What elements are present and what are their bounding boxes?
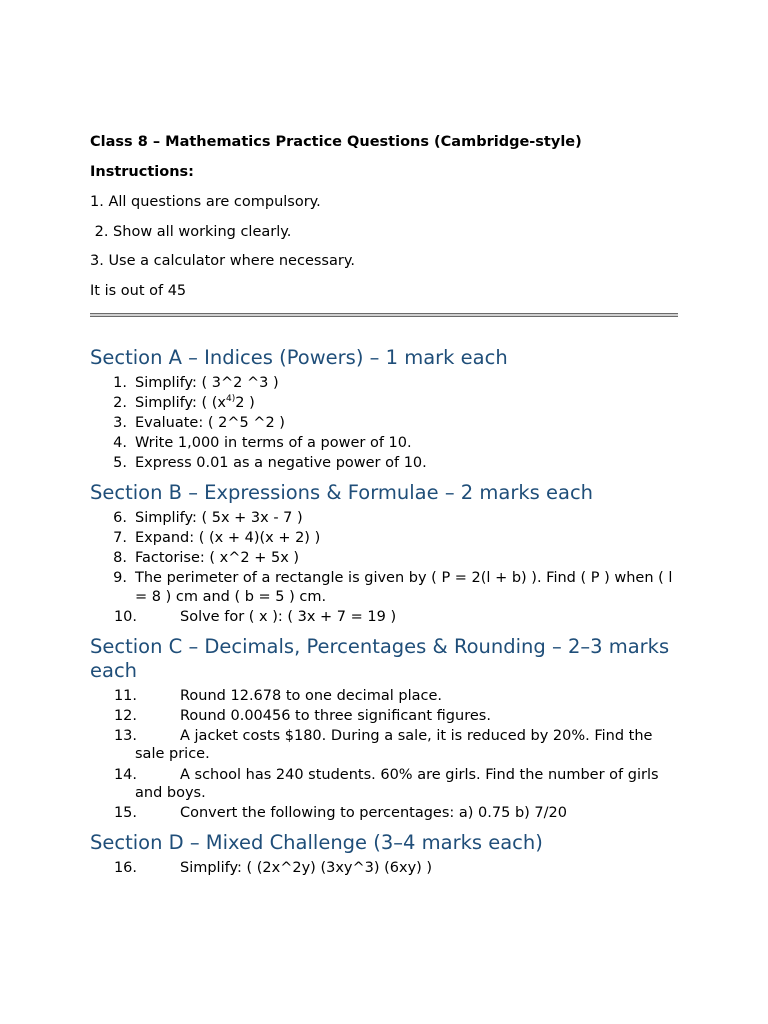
- instruction-line: 3. Use a calculator where necessary.: [90, 253, 355, 269]
- question-text: Factorise: ( x^2 + 5x ): [135, 550, 300, 567]
- question-item: [90, 687, 680, 706]
- question-item: [90, 414, 680, 433]
- question-number: 1.: [113, 374, 127, 391]
- question-text: Simplify: ( 3^2 ^3 ): [135, 374, 279, 391]
- question-item: [90, 608, 680, 627]
- question-text: Expand: ( (x + 4)(x + 2) ): [135, 529, 321, 546]
- question-text: Solve for ( x ): ( 3x + 7 = 19 ): [180, 609, 397, 625]
- question-item: [90, 707, 680, 726]
- question-text: The perimeter of a rectangle is given by ( P = 2(l + b) ). Find ( P ) when ( l = 8 ) cm and ( b = 5 ) cm.: [135, 570, 673, 605]
- superscript: 4): [226, 393, 236, 404]
- question-text: Round 12.678 to one decimal place.: [180, 687, 442, 704]
- question-number: 13.: [113, 727, 137, 744]
- instruction-line: 1. All questions are compulsory.: [90, 194, 321, 210]
- instructions-heading: Instructions:: [90, 164, 194, 180]
- question-item: [90, 394, 680, 413]
- question-number: 5.: [113, 455, 127, 472]
- question-text: Round 0.00456 to three significant figures.: [180, 707, 491, 724]
- question-item: [90, 727, 680, 764]
- question-text: A jacket costs $180. During a sale, it is reduced by 20%. Find the sale price.: [135, 727, 653, 763]
- question-item: [90, 859, 680, 878]
- question-list-a: [90, 374, 680, 473]
- question-text: Express 0.01 as a negative power of 10.: [135, 455, 427, 472]
- total-marks-line: It is out of 45: [90, 282, 187, 299]
- question-number: 6.: [113, 509, 127, 526]
- question-list-b: [90, 509, 680, 627]
- question-item: [90, 766, 680, 803]
- question-text: 2 ): [235, 394, 255, 411]
- question-number: 14.: [113, 766, 137, 783]
- question-number: 4.: [113, 435, 127, 452]
- question-item: [90, 434, 680, 453]
- question-text: Simplify: ( 5x + 3x - 7 ): [135, 509, 303, 526]
- section-heading-b: Section B – Expressions & Formulae – 2 marks each: [90, 480, 594, 504]
- question-text: Simplify: ( (x: [135, 394, 226, 411]
- horizontal-divider: [90, 313, 678, 317]
- question-number: 12.: [113, 707, 137, 724]
- question-item: [90, 454, 680, 473]
- document-page: [90, 131, 680, 879]
- question-number: 8.: [113, 550, 127, 567]
- question-number: 15.: [113, 805, 137, 822]
- question-item: [90, 374, 680, 393]
- section-heading-a: Section A – Indices (Powers) – 1 mark each: [90, 345, 508, 369]
- question-list-d: [90, 859, 680, 878]
- question-number: 7.: [113, 529, 127, 546]
- question-number: 2.: [113, 394, 127, 411]
- section-heading-d: Section D – Mixed Challenge (3–4 marks each): [90, 830, 543, 854]
- question-text: Convert the following to percentages: a) 0.75 b) 7/20: [180, 805, 567, 822]
- document-title: Class 8 – Mathematics Practice Questions (Cambridge-style): [90, 134, 582, 150]
- question-item: [90, 529, 680, 548]
- question-number: 9.: [113, 570, 127, 587]
- question-item: [90, 569, 680, 606]
- question-item: [90, 509, 680, 528]
- question-text: A school has 240 students. 60% are girls. Find the number of girls and boys.: [135, 766, 659, 802]
- question-text: Write 1,000 in terms of a power of 10.: [135, 435, 412, 452]
- question-number: 16.: [113, 859, 137, 876]
- question-text: Simplify: ( (2x^2y) (3xy^3) (6xy) ): [180, 859, 433, 876]
- instruction-line: 2. Show all working clearly.: [90, 223, 292, 240]
- question-number: 11.: [113, 687, 137, 704]
- question-number: 10.: [113, 609, 137, 625]
- question-list-c: [90, 687, 680, 823]
- question-number: 3.: [113, 414, 127, 431]
- question-item: [90, 549, 680, 568]
- question-text: Evaluate: ( 2^5 ^2 ): [135, 414, 285, 431]
- question-item: [90, 804, 680, 823]
- section-heading-c: Section C – Decimals, Percentages & Rounding – 2–3 marks each: [90, 634, 670, 682]
